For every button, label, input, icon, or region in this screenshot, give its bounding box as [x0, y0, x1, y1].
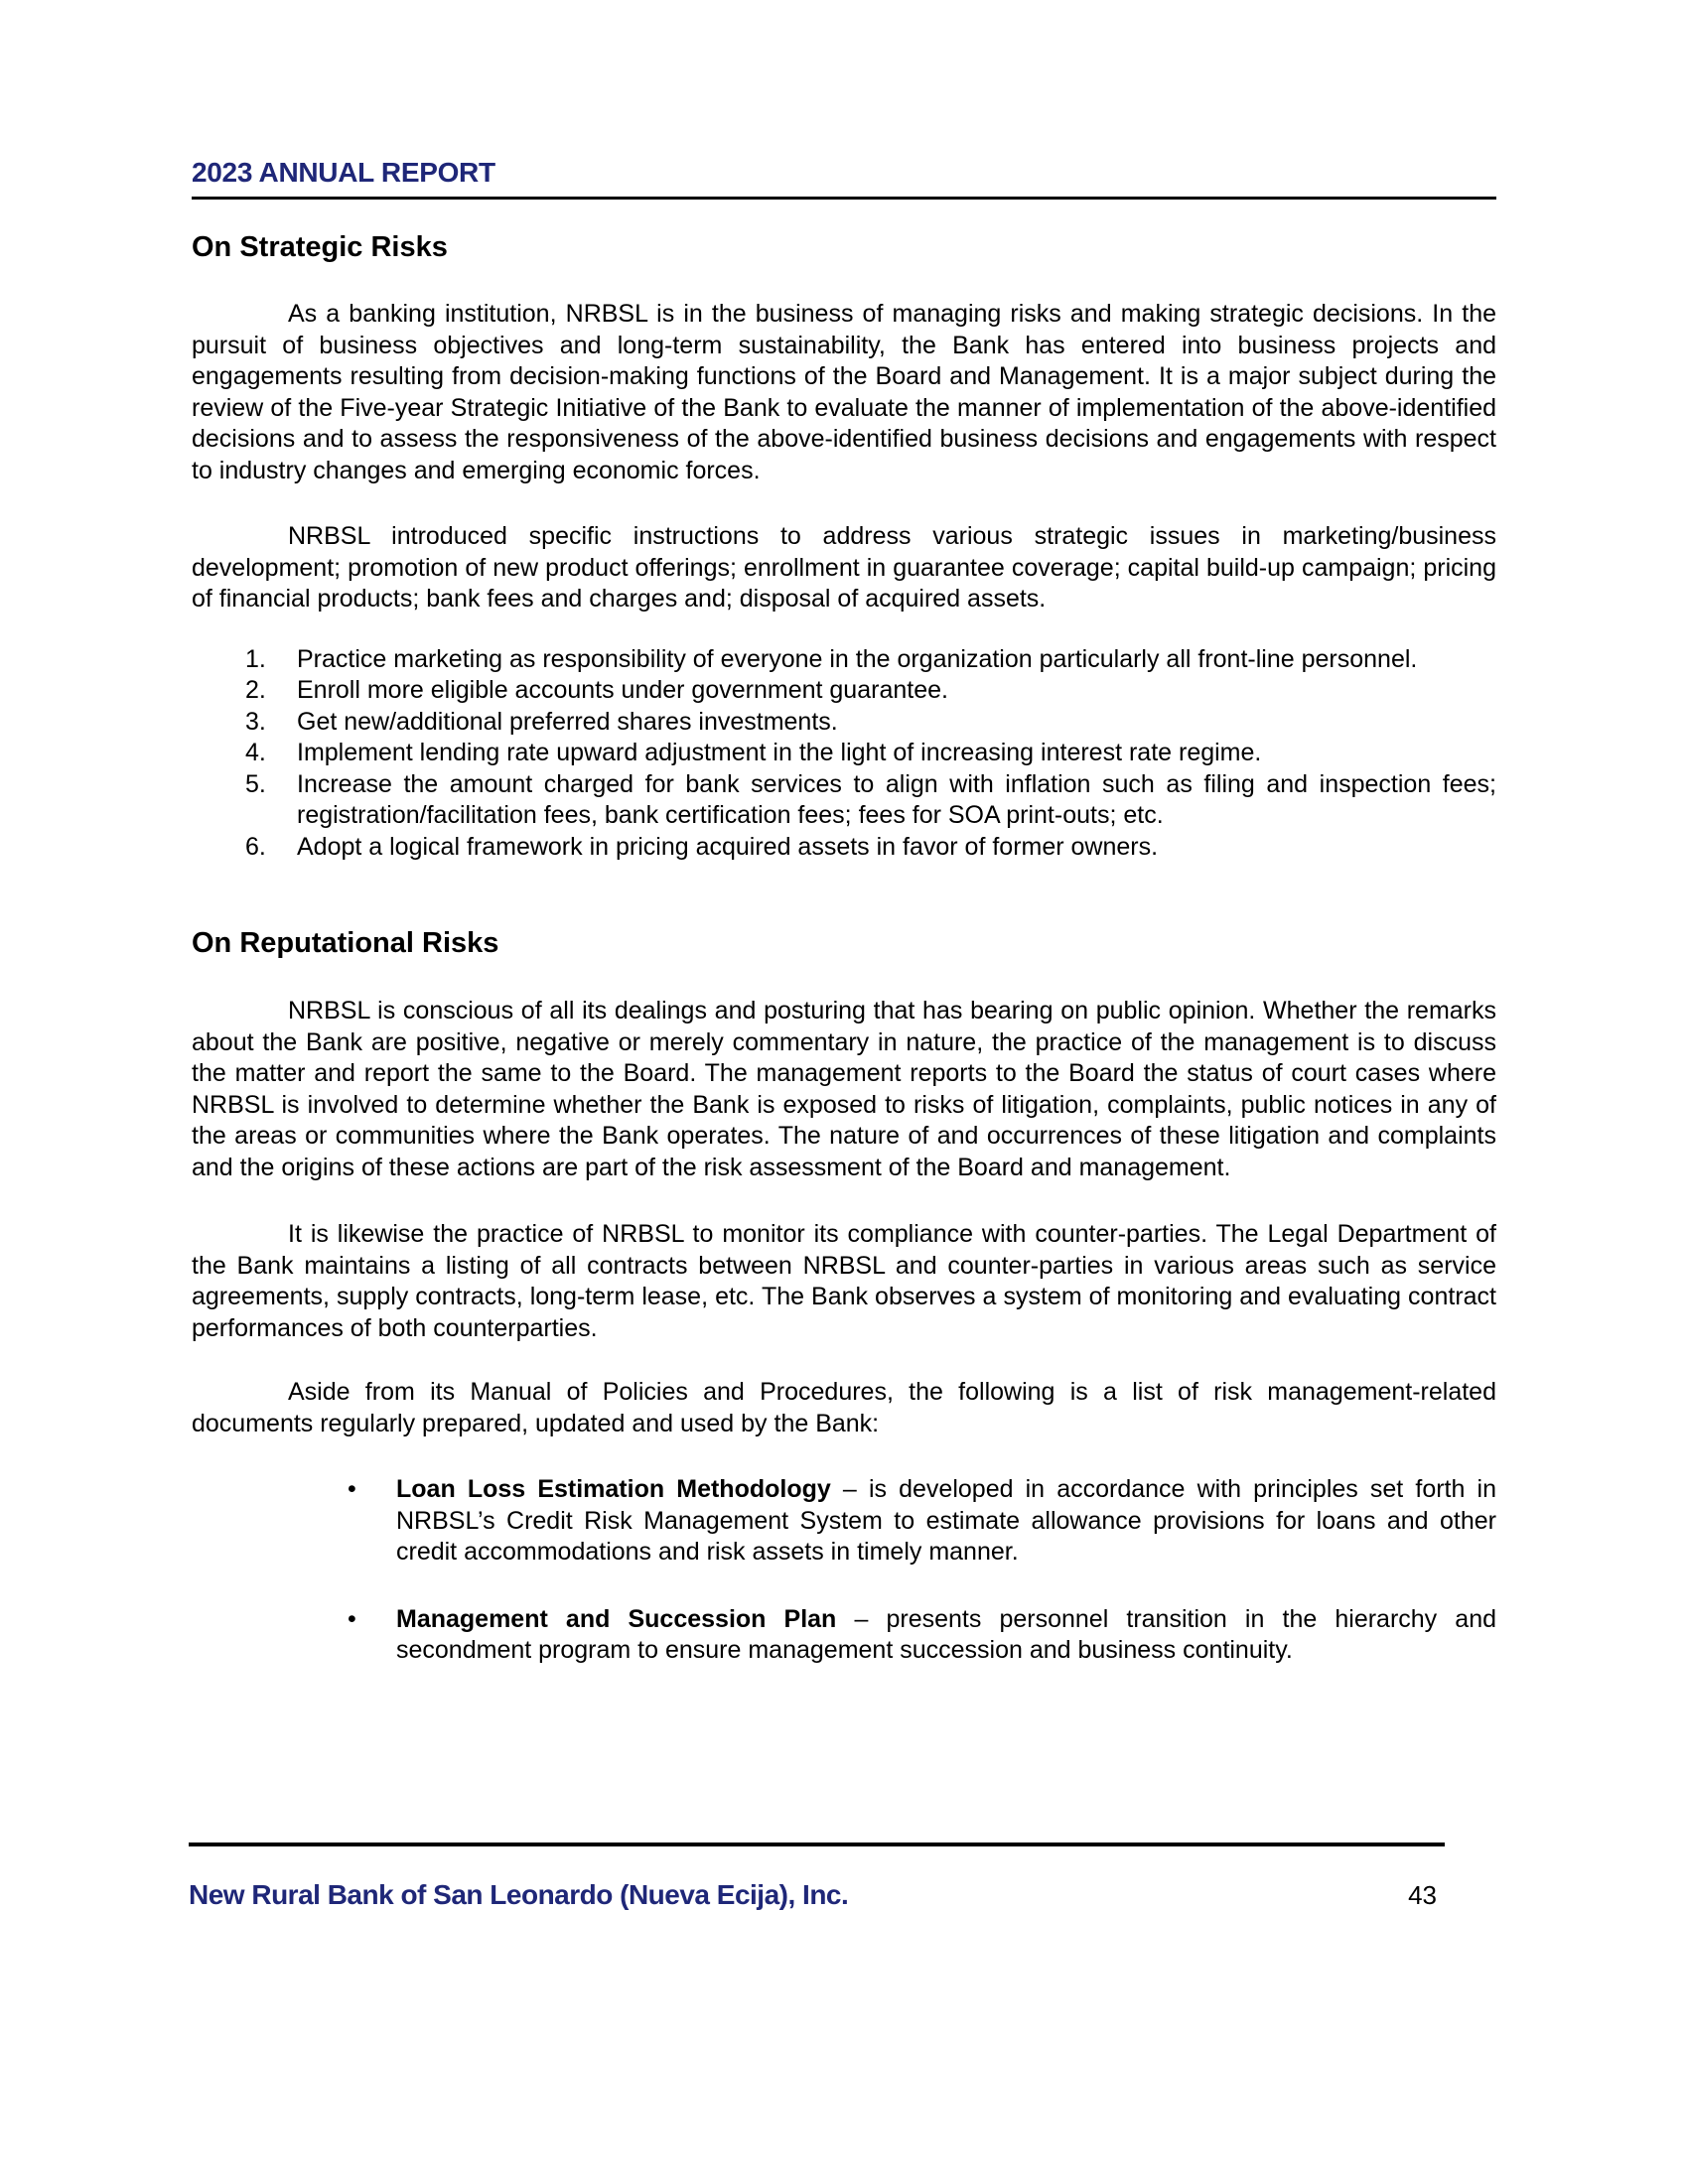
bullet-description: – is developed in accordance with principles set forth in NRBSL’s Credit Risk Management System to estimate allowance provisions for loans and other credit accommodations and risk assets in timely manner.	[396, 1475, 1496, 1566]
document-body	[192, 229, 1496, 1667]
page-footer	[189, 1843, 1445, 1911]
footer-bank-name: New Rural Bank of San Leonardo (Nueva Ecija), Inc.	[189, 1879, 849, 1910]
list-item-number: 4.	[245, 739, 266, 766]
page-number: 43	[1408, 1880, 1437, 1910]
footer-row	[189, 1879, 1445, 1911]
bullet-title: Loan Loss Estimation Methodology	[396, 1475, 831, 1503]
bullet-marker: •	[348, 1475, 356, 1503]
footer-rule	[189, 1843, 1445, 1846]
list-item-text: Get new/additional preferred shares investments.	[297, 707, 838, 736]
list-item-text: Practice marketing as responsibility of everyone in the organization particularly all front-line personnel.	[297, 644, 1418, 673]
bullet-item-succession-plan	[192, 1604, 1496, 1667]
paragraph-reputational-2: It is likewise the practice of NRBSL to monitor its compliance with counter-parties. The Legal Department of the Bank maintains a listing of all contracts between NRBSL and counter-parties in various areas such as service agreements, supply contracts, long-term lease, etc. The Bank observes a system of monitoring and evaluating contract performances of both counterparties.	[192, 1220, 1496, 1342]
header-rule	[192, 197, 1496, 200]
list-item-number: 5.	[245, 769, 266, 798]
section-heading-strategic-risks: On Strategic Risks	[192, 231, 448, 263]
page-header	[192, 155, 1496, 200]
report-header-title: 2023 ANNUAL REPORT	[192, 157, 495, 188]
bullet-description: – presents personnel transition in the hierarchy and secondment program to ensure management succession and business continuity.	[396, 1604, 1497, 1664]
paragraph-strategic-1: As a banking institution, NRBSL is in the business of managing risks and making strategic decisions. In the pursuit of business objectives and long-term sustainability, the Bank has entered into business projects and engagements resulting from decision-making functions of the Board and Management. It is a major subject during the review of the Five-year Strategic Initiative of the Bank to evaluate the manner of implementation of the above-identified decisions and to assess the responsiveness of the above-identified business decisions and engagements with respect to industry changes and emerging economic forces.	[192, 300, 1496, 484]
list-item-number: 2.	[245, 676, 266, 704]
paragraph-reputational-3: Aside from its Manual of Policies and Procedures, the following is a list of risk management-related documents regularly prepared, updated and used by the Bank:	[192, 1378, 1496, 1437]
numbered-list	[192, 644, 1496, 864]
section-heading-reputational-risks: On Reputational Risks	[192, 927, 499, 959]
paragraph-reputational-1: NRBSL is conscious of all its dealings and posturing that has bearing on public opinion. Whether the remarks about the Bank are positive, negative or merely commentary in nature, the practice of the management is to discuss the matter and report the same to the Board. The management reports to the Board the status of court cases where NRBSL is involved to determine whether the Bank is exposed to risks of litigation, complaints, public notices in any of the areas or communities where the Bank operates. The nature of and occurrences of these litigation and complaints and the origins of these actions are part of the risk assessment of the Board and management.	[192, 997, 1496, 1181]
list-item	[192, 738, 1496, 769]
list-item-text: Adopt a logical framework in pricing acquired assets in favor of former owners.	[297, 832, 1159, 861]
list-item-text: Implement lending rate upward adjustment in the light of increasing interest rate regime.	[297, 739, 1262, 766]
list-item-text: Enroll more eligible accounts under government guarantee.	[297, 676, 948, 704]
list-item	[192, 644, 1496, 676]
list-item	[192, 707, 1496, 739]
bullet-title: Management and Succession Plan	[396, 1604, 837, 1633]
list-item-text: Increase the amount charged for bank services to align with inflation such as filing and inspection fees; registration/facilitation fees, bank certification fees; fees for SOA print-outs; etc.	[297, 769, 1496, 829]
list-item	[192, 675, 1496, 707]
list-item-number: 6.	[245, 832, 266, 861]
list-item-number: 3.	[245, 707, 266, 736]
bullet-text	[396, 1604, 1496, 1667]
bullet-marker: •	[348, 1604, 356, 1633]
list-item-number: 1.	[245, 644, 266, 673]
list-item	[192, 832, 1496, 864]
list-item	[192, 769, 1496, 832]
paragraph-strategic-2: NRBSL introduced specific instructions to address various strategic issues in marketing/business development; promotion of new product offerings; enrollment in guarantee coverage; capital build-up campaign; pricing of financial products; bank fees and charges and; disposal of acquired assets.	[192, 522, 1496, 613]
bullet-text	[396, 1474, 1496, 1569]
bullet-item-loan-loss	[192, 1474, 1496, 1569]
